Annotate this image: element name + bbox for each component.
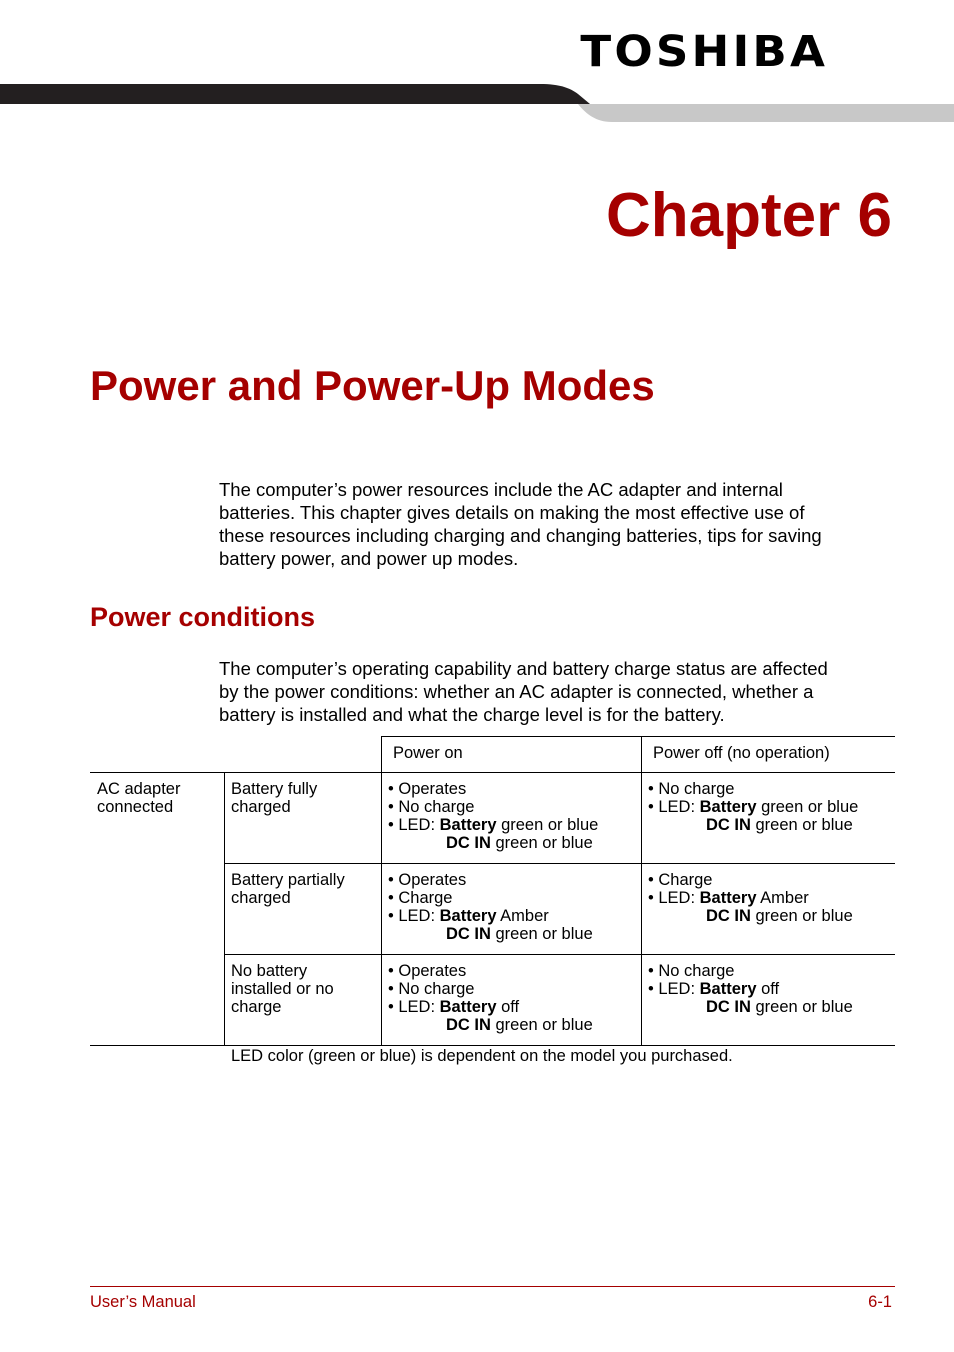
table-note: LED color (green or blue) is dependent on the model you purchased. <box>231 1047 733 1065</box>
battery-label: Battery <box>439 907 497 925</box>
intro-line: batteries. This chapter gives details on making the most effective use of <box>219 502 805 523</box>
header-bar-light <box>578 104 954 122</box>
led-prefix: • LED: <box>648 798 700 816</box>
conditions-line: The computer’s operating capability and battery charge status are affected <box>219 658 828 679</box>
header-power-off: Power off (no operation) <box>653 744 830 762</box>
battery-value: off <box>756 980 780 998</box>
table-rule <box>224 954 895 955</box>
conditions-line: battery is installed and what the charge level is for the battery. <box>219 704 725 725</box>
battery-label: Battery <box>699 980 757 998</box>
header-power-on: Power on <box>393 744 463 762</box>
condition-line: No battery <box>231 962 308 980</box>
row-power-on <box>388 962 593 1034</box>
condition-line: charge <box>231 998 282 1016</box>
led-line <box>648 980 853 998</box>
group-label-line: AC adapter <box>97 780 181 798</box>
dcin-line <box>648 816 858 834</box>
dcin-line <box>388 1016 593 1034</box>
state-line: • Charge <box>388 889 453 907</box>
battery-label: Battery <box>699 798 757 816</box>
battery-label: Battery <box>439 998 497 1016</box>
dcin-label: DC IN <box>446 834 491 852</box>
header-bar-dark <box>0 84 590 104</box>
led-prefix: • LED: <box>388 998 440 1016</box>
battery-value: green or blue <box>496 816 599 834</box>
state-line: • No charge <box>388 798 475 816</box>
subsection-title: Power conditions <box>90 602 316 632</box>
led-line <box>388 907 593 925</box>
footer-page-number: 6-1 <box>868 1293 892 1311</box>
group-label-ac-adapter <box>97 780 180 816</box>
battery-label: Battery <box>699 889 757 907</box>
led-line <box>388 998 593 1016</box>
led-prefix: • LED: <box>648 980 700 998</box>
group-label-line: connected <box>97 798 174 816</box>
row-power-off <box>648 962 853 1016</box>
dcin-label: DC IN <box>706 907 751 925</box>
intro-line: battery power, and power up modes. <box>219 548 519 569</box>
dcin-value: green or blue <box>750 907 853 925</box>
dcin-line <box>388 925 593 943</box>
battery-value: green or blue <box>756 798 859 816</box>
row-condition <box>231 780 317 816</box>
intro-line: The computer’s power resources include the AC adapter and internal <box>219 479 783 500</box>
table-col-rule <box>224 772 225 1046</box>
table-col-rule <box>641 736 642 1046</box>
conditions-paragraph <box>219 657 909 726</box>
dcin-value: green or blue <box>750 998 853 1016</box>
led-prefix: • LED: <box>388 907 440 925</box>
intro-line: these resources including charging and changing batteries, tips for saving <box>219 525 822 546</box>
table-col-rule <box>381 736 382 1046</box>
dcin-value: green or blue <box>750 816 853 834</box>
header-bar <box>0 84 954 124</box>
dcin-label: DC IN <box>446 925 491 943</box>
intro-paragraph <box>219 478 909 570</box>
row-condition <box>231 871 345 907</box>
led-prefix: • LED: <box>648 889 700 907</box>
battery-value: Amber <box>496 907 549 925</box>
battery-label: Battery <box>439 816 497 834</box>
condition-line: Battery fully <box>231 780 318 798</box>
table-rule <box>224 863 895 864</box>
row-power-on <box>388 780 598 852</box>
dcin-label: DC IN <box>706 816 751 834</box>
dcin-line <box>388 834 598 852</box>
dcin-value: green or blue <box>490 925 593 943</box>
condition-line: charged <box>231 889 291 907</box>
led-line <box>648 798 858 816</box>
table-rule <box>90 772 895 773</box>
state-line: • Operates <box>388 962 467 980</box>
dcin-line <box>648 998 853 1016</box>
row-power-off <box>648 871 853 925</box>
footer-rule <box>90 1286 895 1287</box>
section-title: Power and Power-Up Modes <box>90 362 655 409</box>
conditions-line: by the power conditions: whether an AC adapter is connected, whether a <box>219 681 814 702</box>
state-line: • Operates <box>388 871 467 889</box>
battery-value: off <box>496 998 520 1016</box>
condition-line: charged <box>231 798 291 816</box>
state-line: • No charge <box>648 962 735 980</box>
battery-value: Amber <box>756 889 809 907</box>
dcin-value: green or blue <box>490 1016 593 1034</box>
state-line: • No charge <box>388 980 475 998</box>
led-line <box>648 889 853 907</box>
dcin-label: DC IN <box>706 998 751 1016</box>
condition-line: installed or no <box>231 980 334 998</box>
footer-manual-label: User’s Manual <box>90 1293 196 1311</box>
state-line: • Operates <box>388 780 467 798</box>
dcin-line <box>648 907 853 925</box>
led-line <box>388 816 598 834</box>
row-power-off <box>648 780 858 834</box>
row-power-on <box>388 871 593 943</box>
table-rule <box>90 1045 895 1046</box>
dcin-value: green or blue <box>490 834 593 852</box>
led-prefix: • LED: <box>388 816 440 834</box>
dcin-label: DC IN <box>446 1016 491 1034</box>
condition-line: Battery partially <box>231 871 345 889</box>
state-line: • Charge <box>648 871 713 889</box>
row-condition <box>231 962 334 1016</box>
state-line: • No charge <box>648 780 735 798</box>
chapter-title: Chapter 6 <box>606 181 892 250</box>
table-rule <box>381 736 895 737</box>
toshiba-logo: TOSHIBA <box>580 27 829 77</box>
